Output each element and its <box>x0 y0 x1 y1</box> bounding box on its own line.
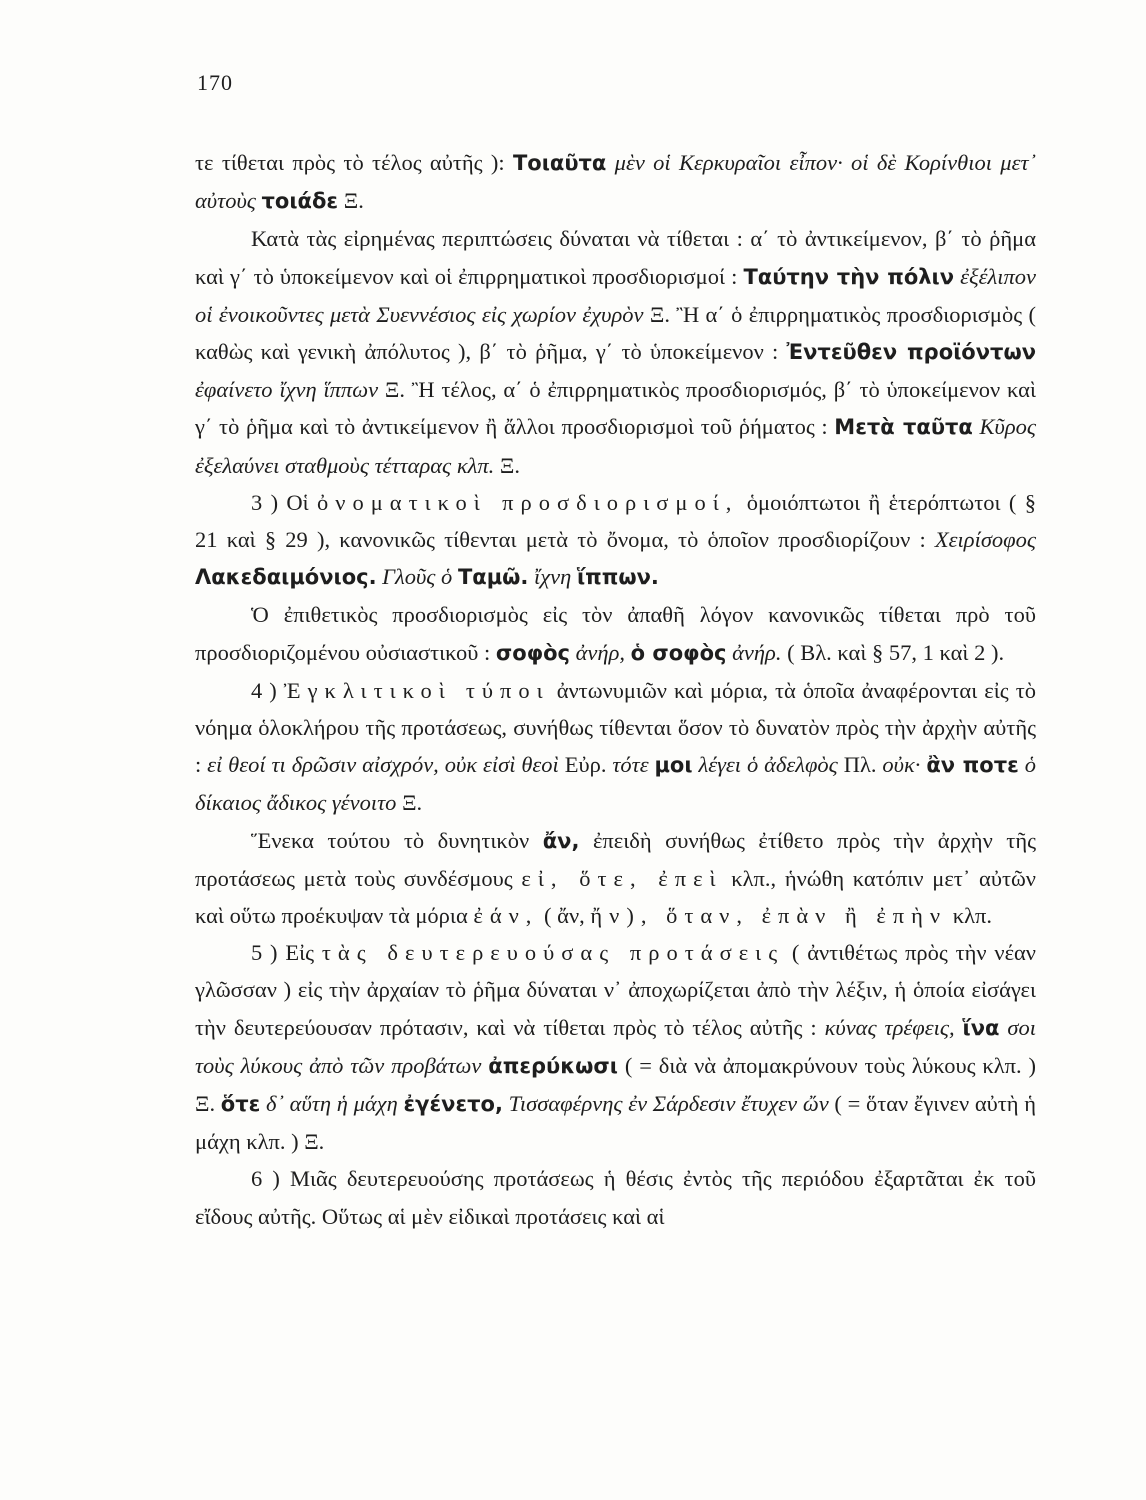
paragraph <box>195 484 1036 597</box>
bold-term: ὅτε <box>220 1092 261 1117</box>
italic-example: τότε <box>612 752 649 778</box>
italic-example: μὲν οἱ Κερκυραῖοι εἶπον· οἱ δὲ Κορίνθιοι μετ᾽ αὐτοὺς <box>195 150 1036 214</box>
spaced-term: Ἐγκλιτικοὶ τύποι <box>283 677 550 703</box>
spaced-term: ἐάν, <box>473 903 539 929</box>
text-run: Ξ. <box>396 790 423 816</box>
bold-term: ἐγένετο, <box>403 1092 503 1117</box>
paragraph <box>195 596 1036 671</box>
paragraph <box>195 220 1036 483</box>
text-run: ( ἄν, <box>538 903 591 929</box>
italic-example: ὁ δίκαιος ἄδικος γένοιτο <box>195 752 1036 816</box>
bold-term: Ἐντεῦθεν προϊόντων <box>786 340 1036 365</box>
text-run: ἀντωνυμιῶν καὶ μόρια, τὰ ὁποῖα ἀναφέρονται εἰς τὸ νόημα ὁλοκλήρου τῆς προτάσεως, συνήθως τίθενται ὅσον τὸ δυνατὸν πρὸς τὴν ἀρχὴν αὐτῆς : <box>195 677 1036 778</box>
text-run: ( Βλ. καὶ § 57, 1 καὶ 2 ). <box>781 639 1005 665</box>
spaced-term: ὀνοματικοὶ προσδιορισμοί, <box>317 489 739 515</box>
text-run: ( = ὅταν ἔγινεν αὐτὴ ἡ μάχη κλπ. ) Ξ. <box>195 1091 1037 1155</box>
italic-example: εἰ θεοί τι δρῶσιν αἰσχρόν, οὐκ εἰσὶ θεοὶ <box>207 752 559 778</box>
bold-term: ἄν, <box>542 828 580 853</box>
italic-example: οὐκ· <box>882 752 921 778</box>
text-run: Ξ. <box>338 188 364 214</box>
italic-example: ἀνήρ. <box>732 639 782 665</box>
text-run: τε τίθεται πρὸς τὸ τέλος αὐτῆς ): <box>195 150 513 175</box>
paragraph <box>195 144 1036 220</box>
page-number: 170 <box>197 70 233 95</box>
spaced-term: τὰς δευτερευούσας προτάσεις <box>321 940 785 966</box>
paragraph <box>195 672 1036 822</box>
text-run: κλπ. <box>947 903 992 929</box>
italic-example: ἀνήρ, <box>575 639 626 665</box>
text-run: ἐπειδὴ συνήθως ἐτίθετο πρὸς τὴν ἀρχὴν τῆς προτάσεως μετὰ τοὺς συνδέσμους <box>195 827 1036 891</box>
paragraph <box>195 934 1036 1160</box>
bold-term: τοιάδε <box>261 189 339 214</box>
bold-term: Ταμῶ. <box>457 565 529 590</box>
text-run <box>606 150 614 175</box>
text-run: Ξ. Ἢ τέλος, α΄ ὁ ἐπιρρηματικὸς προσδιορισμός, β΄ τὸ ὑποκείμενον καὶ γ΄ τὸ ῥῆμα καὶ τὸ ἀντικείμενον ἢ ἄλλοι προσδιορισμοὶ τοῦ ῥήματος : <box>195 377 1036 440</box>
italic-example: Γλοῦς ὁ <box>382 564 453 590</box>
text-run: Κατὰ τὰς εἰρημένας περιπτώσεις δύναται νὰ τίθεται : α΄ τὸ ἀντικείμενον, β΄ τὸ ῥῆμα καὶ γ΄ τὸ ὑποκείμενον καὶ οἱ ἐπιρρηματικοὶ προσδιορισμοί : <box>195 226 1036 289</box>
text-run: Ξ. <box>494 452 520 478</box>
text-run: 4 ) <box>251 677 284 703</box>
italic-example: κύνας τρέφεις, <box>824 1014 955 1040</box>
text-run: 5 ) Εἰς <box>251 940 322 966</box>
bold-term: Λακεδαιμόνιος. <box>195 565 377 590</box>
text-run: 3 ) Οἱ <box>251 489 318 515</box>
italic-example: σοι τοὺς λύκους ἀπὸ τῶν προβάτων <box>195 1014 1036 1078</box>
bold-term: ὁ σοφὸς <box>630 640 727 665</box>
text-run: Πλ. <box>837 752 883 778</box>
text-run: κλπ., ἡνώθη κατόπιν μετ᾽ αὐτῶν καὶ οὕτω προέκυψαν τὰ μόρια <box>195 865 1036 929</box>
italic-example: ἐξέλιπον οἱ ἐνοικοῦντες μετὰ Συεννέσιος εἰς χωρίον ἐχυρὸν <box>195 263 1036 327</box>
paragraph <box>195 1160 1036 1234</box>
text-run: ὁμοιόπτωτοι ἢ ἑτερόπτωτοι ( § 21 καὶ § 29 ), κανονικῶς τίθενται μετὰ τὸ ὄνομα, τὸ ὁποῖον προσδιορίζουν : <box>195 489 1036 553</box>
italic-example: λέγει ὁ ἀδελφὸς <box>698 752 838 778</box>
text-run: Ὁ ἐπιθετικὸς προσδιορισμὸς εἰς τὸν ἀπαθῆ λόγον κανονικῶς τίθεται πρὸ τοῦ προσδιοριζομένου οὐσιαστικοῦ : <box>195 602 1036 665</box>
bold-term: μοι <box>654 753 693 778</box>
bold-term: ἀπερύκωσι <box>488 1053 618 1078</box>
italic-example: Χειρίσοφος <box>934 527 1036 553</box>
text-run <box>955 1015 963 1040</box>
text-run: ( ἀντιθέτως πρὸς τὴν νέαν γλῶσσαν ) εἰς τὴν ἀρχαίαν τὸ ῥῆμα δύναται ν᾽ ἀποχωρίζεται ἀπὸ τὴν λέξιν, ἡ ὁποία εἰσάγει τὴν δευτερεύουσαν πρότασιν, καὶ νὰ τίθεται πρὸς τὸ τέλος αὐτῆς : <box>195 940 1036 1040</box>
bold-term: Μετὰ ταῦτα <box>834 415 973 440</box>
italic-example: Τισσαφέρνης ἐν Σάρδεσιν ἔτυχεν ὤν <box>508 1091 829 1117</box>
bold-term: Ταύτην τὴν πόλιν <box>743 264 955 289</box>
text-run: Ἕνεκα τούτου τὸ δυνητικὸν <box>251 827 543 853</box>
spaced-term: ἤν), ὅταν, ἐπὰν ἢ ἐπὴν <box>590 903 948 929</box>
bold-term: ἵνα <box>962 1015 1000 1040</box>
italic-example: ἐφαίνετο ἴχνη ἵππων <box>195 377 379 403</box>
body-text <box>195 144 1036 1235</box>
italic-example: δ᾽ αὕτη ἡ μάχη <box>266 1091 398 1117</box>
italic-example: Κῦρος ἐξελαύνει σταθμοὺς τέτταρας κλπ. <box>195 414 1036 478</box>
text-run: 6 ) Μιᾶς δευτερευούσης προτάσεως ἡ θέσις ἐντὸς τῆς περιόδου ἐξαρτᾶται ἐκ τοῦ εἴδους αὐτῆς. Οὕτως αἱ μὲν εἰδικαὶ προτάσεις καὶ αἱ <box>195 1166 1036 1229</box>
italic-example: ἴχνη <box>534 564 572 590</box>
spaced-term: εἰ, ὅτε, ἐπεὶ <box>521 865 723 891</box>
bold-term: ἵππων. <box>576 565 659 590</box>
bold-term: Τοιαῦτα <box>512 151 607 175</box>
paragraph <box>195 822 1036 935</box>
text-run: Εὐρ. <box>558 752 613 778</box>
text-run: Ξ. Ἢ α΄ ὁ ἐπιρρηματικὸς προσδιορισμὸς ( καθὼς καὶ γενικὴ ἀπόλυτος ), β΄ τὸ ῥῆμα, γ΄ τὸ ὑποκείμενον : <box>195 301 1036 365</box>
bold-term: σοφὸς <box>495 640 570 665</box>
text-run: ( = διὰ νὰ ἀπομακρύνουν τοὺς λύκους κλπ. ) Ξ. <box>195 1052 1036 1117</box>
bold-term: ἂν ποτε <box>926 753 1019 778</box>
